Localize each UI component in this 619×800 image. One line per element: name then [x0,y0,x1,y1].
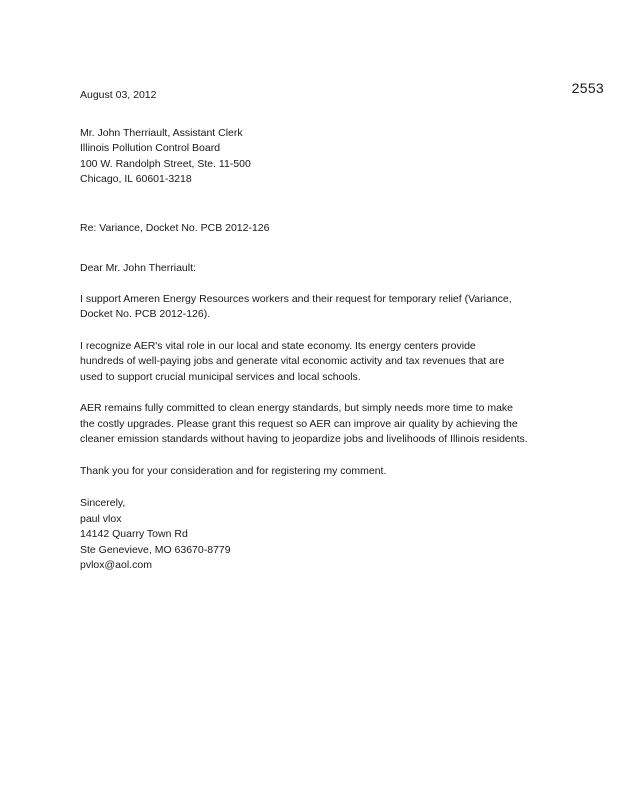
sender-city: Ste Genevieve, MO 63670-8779 [80,543,231,556]
recipient-address [80,126,570,188]
subject-line: Re: Variance, Docket No. PCB 2012-126 [80,221,270,234]
recipient-city-line: Chicago, IL 60601-3218 [80,173,192,185]
sender-name: paul vlox [80,512,122,525]
letter-date: August 03, 2012 [80,89,157,101]
recipient-organization-line: Illinois Pollution Control Board [80,142,221,154]
paragraph-standards [80,401,570,448]
paragraph-line: AER remains fully committed to clean energy standards, but simply needs more time to make [80,402,514,414]
paragraph-economy [80,339,570,386]
paragraph-line: cleaner emission standards without having to jeopardize jobs and livelihoods of Illinois residents. [80,433,528,445]
recipient-street-line: 100 W. Randolph Street, Ste. 11-500 [80,157,251,170]
letter-body [80,88,570,574]
salutation: Dear Mr. John Therriault: [80,262,196,274]
recipient-name-line: Mr. John Therriault, Assistant Clerk [80,126,243,139]
closing-valediction: Sincerely, [80,497,126,509]
paragraph-thanks [80,464,570,480]
paragraph-line: the costly upgrades. Please grant this request so AER can improve air quality by achieving the [80,417,518,430]
paragraph-support [80,292,570,323]
paragraph-line: I support Ameren Energy Resources workers and their request for temporary relief (Variance, [80,292,512,305]
paragraph-line: used to support crucial municipal services and local schools. [80,370,361,383]
paragraph-line: Docket No. PCB 2012-126). [80,308,211,320]
sender-street: 14142 Quarry Town Rd [80,528,188,540]
signature-block [80,496,570,574]
sender-email: pvlox@aol.com [80,559,152,571]
paragraph-line: I recognize AER's vital role in our local and state economy. Its energy centers provide [80,339,476,352]
paragraph-line: hundreds of well-paying jobs and generate vital economic activity and tax revenues that are [80,355,505,367]
page-number: 2553 [571,80,604,96]
paragraph-line: Thank you for your consideration and for registering my comment. [80,464,387,477]
